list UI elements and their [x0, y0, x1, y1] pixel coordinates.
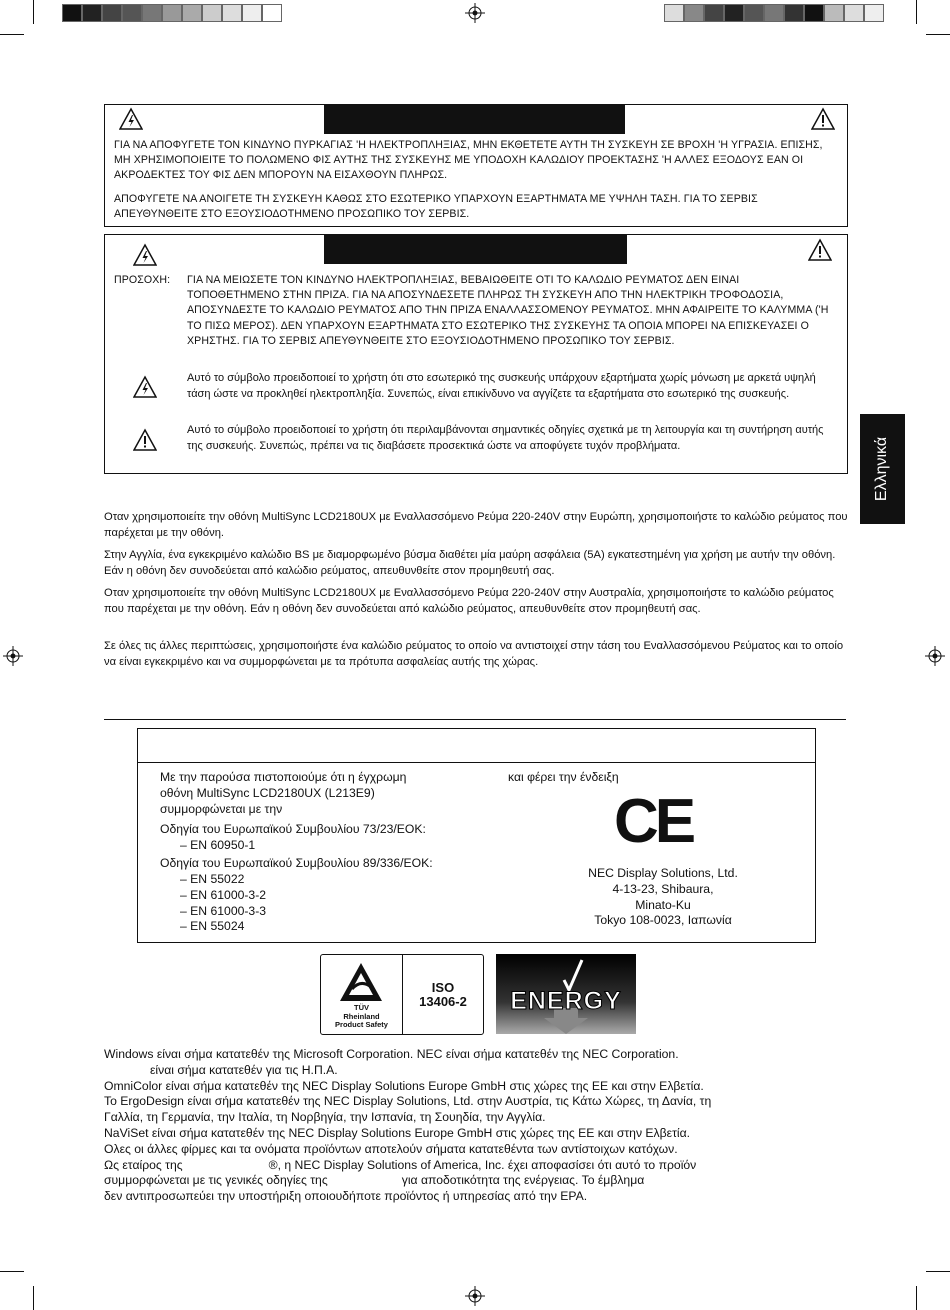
language-tab-label: Ελληνικά [873, 436, 890, 502]
warning-text-1: ΓΙΑ ΝΑ ΑΠΟΦΥΓΕΤΕ ΤΟΝ ΚΙΝΔΥΝΟ ΠΥΡΚΑΓΙΑΣ 'Η ΗΛΕΚΤΡΟΠΛΗΞΙΑΣ, ΜΗΝ ΕΚΘΕΤΕΤΕ ΑΥΤΗ ΤΗ ΣΥΣΚΕΥΗ ΣΕ ΒΡΟΧΗ 'Η ΥΓΡΑΣΙΑ. ΕΠΙΣΗΣ, ΜΗ ΧΡΗΣΙΜΟΠΟΙΕΙΤΕ ΤΟ ΠΟΛΩΜΕΝΟ ΦΙΣ ΑΥΤΗΣ ΤΗΣ ΣΥΣΚΕΥΗΣ ΜΕ ΥΠΟΔΟΧΗ ΚΑΛΩΔΙΟΥ ΠΡΟΕΚΤΑΣΗΣ 'Η ΑΛΛΕΣ ΕΞΟΔΟΥΣ ΕΑΝ ΟΙ ΑΚΡΟΔΕΚΤΕΣ ΤΟΥ ΦΙΣ ΔΕΝ ΜΠΟΡΟΥΝ ΝΑ ΕΙΣΑΧΘΟΥΝ ΠΛΗΡΩΣ. [114, 139, 823, 182]
trademark-line: OmniColor είναι σήμα κατατεθέν της NEC Display Solutions Europe GmbH στις χώρες της ΕΕ και στην Ελβετία. [104, 1078, 704, 1093]
warning-text-2: ΑΠΟΦΥΓΕΤΕ ΝΑ ΑΝΟΙΓΕΤΕ ΤΗ ΣΥΣΚΕΥΗ ΚΑΘΩΣ ΣΤΟ ΕΣΩΤΕΡΙΚΟ ΥΠΑΡΧΟΥΝ ΕΞΑΡΤΗΜΑΤΑ ΜΕ ΥΨΗΛΗ ΤΑΣΗ. ΓΙΑ ΤΟ ΣΕΡΒΙΣ ΑΠΕΥΘΥΝΘΕΙΤΕ ΣΤΟ ΕΞΟΥΣΙΟΔΟΤΗΜΕΝΟ ΠΡΟΣΩΠΙΚΟ ΤΟΥ ΣΕΡΒΙΣ. [114, 193, 758, 221]
declaration-heading-rule [138, 762, 815, 763]
exclamation-warning-icon [808, 238, 832, 262]
symbol-lightning-description: Αυτό το σύμβολο προειδοποιεί το χρήστη ότι στο εσωτερικό της συσκευής υπάρχουν εξαρτήματα χωρίς μόνωση με αρκετά υψηλή τάση ώστε να προκληθεί ηλεκτροπληξία. Συνεπώς, είναι επικίνδυνο να αγγίζετε τα εξαρτήματα στο εσωτερικό της συσκευής. [187, 372, 816, 400]
crop-mark [916, 0, 917, 24]
trademark-line: Γαλλία, τη Γερμανία, την Ιταλία, τη Νορβηγία, την Ισπανία, τη Σουηδία, την Αγγλία. [104, 1110, 546, 1125]
caution-text: ΓΙΑ ΝΑ ΜΕΙΩΣΕΤΕ ΤΟΝ ΚΙΝΔΥΝΟ ΗΛΕΚΤΡΟΠΛΗΞΙΑΣ, ΒΕΒΑΙΩΘΕΙΤΕ ΟΤΙ ΤΟ ΚΑΛΩΔΙΟ ΡΕΥΜΑΤΟΣ ΔΕΝ ΕΙΝΑΙ ΤΟΠΟΘΕΤΗΜΕΝΟ ΣΤΗΝ ΠΡΙΖΑ. ΓΙΑ ΝΑ ΑΠΟΣΥΝΔΕΣΕΤΕ ΠΛΗΡΩΣ ΤΗ ΣΥΣΚΕΥΗ ΑΠΟ ΤΗΝ ΗΛΕΚΤΡΙΚΗ ΤΡΟΦΟΔΟΣΙΑ, ΑΠΟΣΥΝΔΕΣΤΕ ΤΟ ΚΑΛΩΔΙΟ ΡΕΥΜΑΤΟΣ ΑΠΟ ΤΗΝ ΠΡΙΖΑ ΕΝΑΛΛΑΣΣΟΜΕΝΟΥ ΡΕΥΜΑΤΟΣ. ΜΗΝ ΑΦΑΙΡΕΙΤΕ ΤΟ ΚΑΛΥΜΜΑ ('Η ΤΟ ΠΙΣΩ ΜΕΡΟΣ). ΔΕΝ ΥΠΑΡΧΟΥΝ ΕΞΑΡΤΗΜΑΤΑ ΣΤΟ ΕΣΩΤΕΡΙΚΟ ΤΗΣ ΣΥΣΚΕΥΗΣ ΤΑ ΟΠΟΙΑ ΜΠΟΡΕΙ ΝΑ ΕΠΙΣΚΕΥΑΣΕΙ Ο ΧΡΗΣΤΗΣ. ΓΙΑ ΤΟ ΣΕΡΒΙΣ ΑΠΕΥΘΥΝΘΕΙΤΕ ΣΤΟ ΕΞΟΥΣΙΟΔΟΤΗΜΕΝΟ ΠΡΟΣΩΠΙΚΟ ΤΟΥ ΣΕΡΒΙΣ. [187, 274, 829, 347]
energy-wordmark: ENERGY [510, 987, 622, 1015]
trademark-line: είναι σήμα κατατεθέν για τις Η.Π.Α. [150, 1062, 338, 1077]
trademark-line: Windows είναι σήμα κατατεθέν της Microsoft Corporation. NEC είναι σήμα κατατεθέν της NEC Corporation. [104, 1047, 679, 1061]
ce-mark: CE [614, 787, 693, 856]
crop-mark [0, 34, 24, 35]
marking-text: και φέρει την ένδειξη [508, 770, 619, 784]
exclamation-warning-icon [811, 107, 835, 131]
lightning-warning-icon [133, 243, 157, 267]
directive-89-336: Οδηγία του Ευρωπαϊκού Συμβουλίου 89/336/ΕΟΚ: [160, 856, 433, 870]
caution-heading-bar [324, 235, 627, 264]
trademark-line: Το ErgoDesign είναι σήμα κατατεθέν της NEC Display Solutions, Ltd. στην Αυστρία, τις Κάτω Χώρες, τη Δανία, τη [104, 1094, 712, 1109]
power-paragraph-1: Οταν χρησιμοποιείτε την οθόνη MultiSync LCD2180UX με Εναλλασσόμενο Ρεύμα 220-240V στην Ευρώπη, χρησιμοποιήστε το καλώδιο ρεύματος που παρέχεται με την οθόνη. [104, 511, 848, 539]
section-divider [104, 719, 846, 720]
power-paragraph-4: Σε όλες τις άλλες περιπτώσεις, χρησιμοποιήστε ένα καλώδιο ρεύματος το οποίο να αντιστοιχεί στην τάση του Εναλλασσόμενου Ρεύματος και το οποίο να είναι εγκεκριμένο και να συμμορφώνεται με τα πρότυπα ασφαλείας αυτής της χώρας. [104, 640, 844, 668]
caution-label: ΠΡΟΣΟΧΗ: [114, 274, 171, 286]
crop-mark [0, 1271, 24, 1272]
registration-mark-left [3, 646, 23, 666]
calibration-strip-right [664, 4, 884, 22]
trademark-line: NaViSet είναι σήμα κατατεθέν της NEC Display Solutions Europe GmbH στις χώρες της ΕΕ και στην Ελβετία. [104, 1125, 691, 1140]
calibration-strip-left [62, 4, 282, 22]
iso-label: ISO 13406-2 [419, 980, 467, 1009]
power-paragraph-2: Στην Αγγλία, ένα εγκεκριμένο καλώδιο BS με διαμορφωμένο βύσμα διαθέτει μία μαύρη ασφάλεια (5A) εγκατεστημένη για χρήση με αυτήν την οθόνη. Εάν η οθόνη δεν συνοδεύεται από καλώδιο ρεύματος, απευθυνθείτε στον προμηθευτή σας. [104, 549, 836, 577]
lightning-warning-icon [119, 107, 143, 131]
company-address: NEC Display Solutions, Ltd. 4-13-23, Shibaura, Minato-Ku Tokyo 108-0023, Ιαπωνία [588, 866, 738, 928]
registration-mark-right [925, 646, 945, 666]
symbol-exclamation-description: Αυτό το σύμβολο προειδοποιεί το χρήστη ότι περιλαμβάνονται σημαντικές οδηγίες σχετικά με τη λειτουργία και τη συντήρηση αυτής της συσκευής. Συνεπώς, πρέπει να τις διαβάσετε προσεκτικά ώστε να αποφύγετε τυχόν προβλήματα. [187, 424, 824, 452]
language-tab [860, 414, 905, 524]
registration-mark-bottom [465, 1286, 485, 1306]
directive-73-23: Οδηγία του Ευρωπαϊκού Συμβουλίου 73/23/ΕΟΚ: [160, 822, 426, 836]
warning-box [104, 104, 848, 227]
tuv-iso-logo [320, 954, 484, 1035]
tuv-triangle-icon [338, 961, 384, 1003]
lightning-symbol-icon [133, 375, 157, 399]
power-paragraph-3: Οταν χρησιμοποιείτε την οθόνη MultiSync LCD2180UX με Εναλλασσόμενο Ρεύμα 220-240V στην Αυστραλία, χρησιμοποιήστε το καλώδιο ρεύματος που παρέχεται με την οθόνη. Εάν η οθόνη δεν συνοδεύεται από καλώδιο ρεύματος, απευθυνθείτε στον προμηθευτή σας. [104, 587, 834, 615]
trademark-line: συμμορφώνεται με τις γενικές οδηγίες της για αποδοτικότητα της ενέργειας. Το έμβλημα [104, 1173, 645, 1188]
standard-item: – EN 60950-1 [180, 838, 256, 852]
trademarks-block [104, 1047, 864, 1205]
standard-list: – EN 55022 – EN 61000-3-2 – EN 61000-3-3 – EN 55024 [180, 872, 267, 934]
crop-mark [33, 0, 34, 24]
tuv-caption: TÜV Rheinland Product Safety [335, 1003, 388, 1029]
caution-box [104, 234, 848, 474]
declaration-box [137, 728, 816, 943]
trademark-line: Ως εταίρος της ®, η NEC Display Solutions of America, Inc. έχει αποφασίσει ότι αυτό το προϊόν [104, 1157, 697, 1172]
trademark-line: δεν αντιπροσωπεύει την υποστήριξη οποιουδήποτε προϊόντος ή υπηρεσίας από την EPA. [104, 1189, 588, 1204]
crop-mark [916, 1286, 917, 1310]
crop-mark [33, 1286, 34, 1310]
declaration-intro: Με την παρούσα πιστοποιούμε ότι η έγχρωμη οθόνη MultiSync LCD2180UX (L213E9) συμμορφώνεται με την [160, 770, 407, 816]
warning-heading-bar [324, 105, 625, 134]
energy-logo [496, 954, 636, 1034]
crop-mark [926, 34, 950, 35]
trademark-line: Ολες οι άλλες φίρμες και τα ονόματα προϊόντων αποτελούν σήματα κατατεθέντα των αντίστοιχων κατόχων. [104, 1141, 678, 1156]
registration-mark-top [465, 3, 485, 23]
exclamation-symbol-icon [133, 428, 157, 452]
crop-mark [926, 1271, 950, 1272]
